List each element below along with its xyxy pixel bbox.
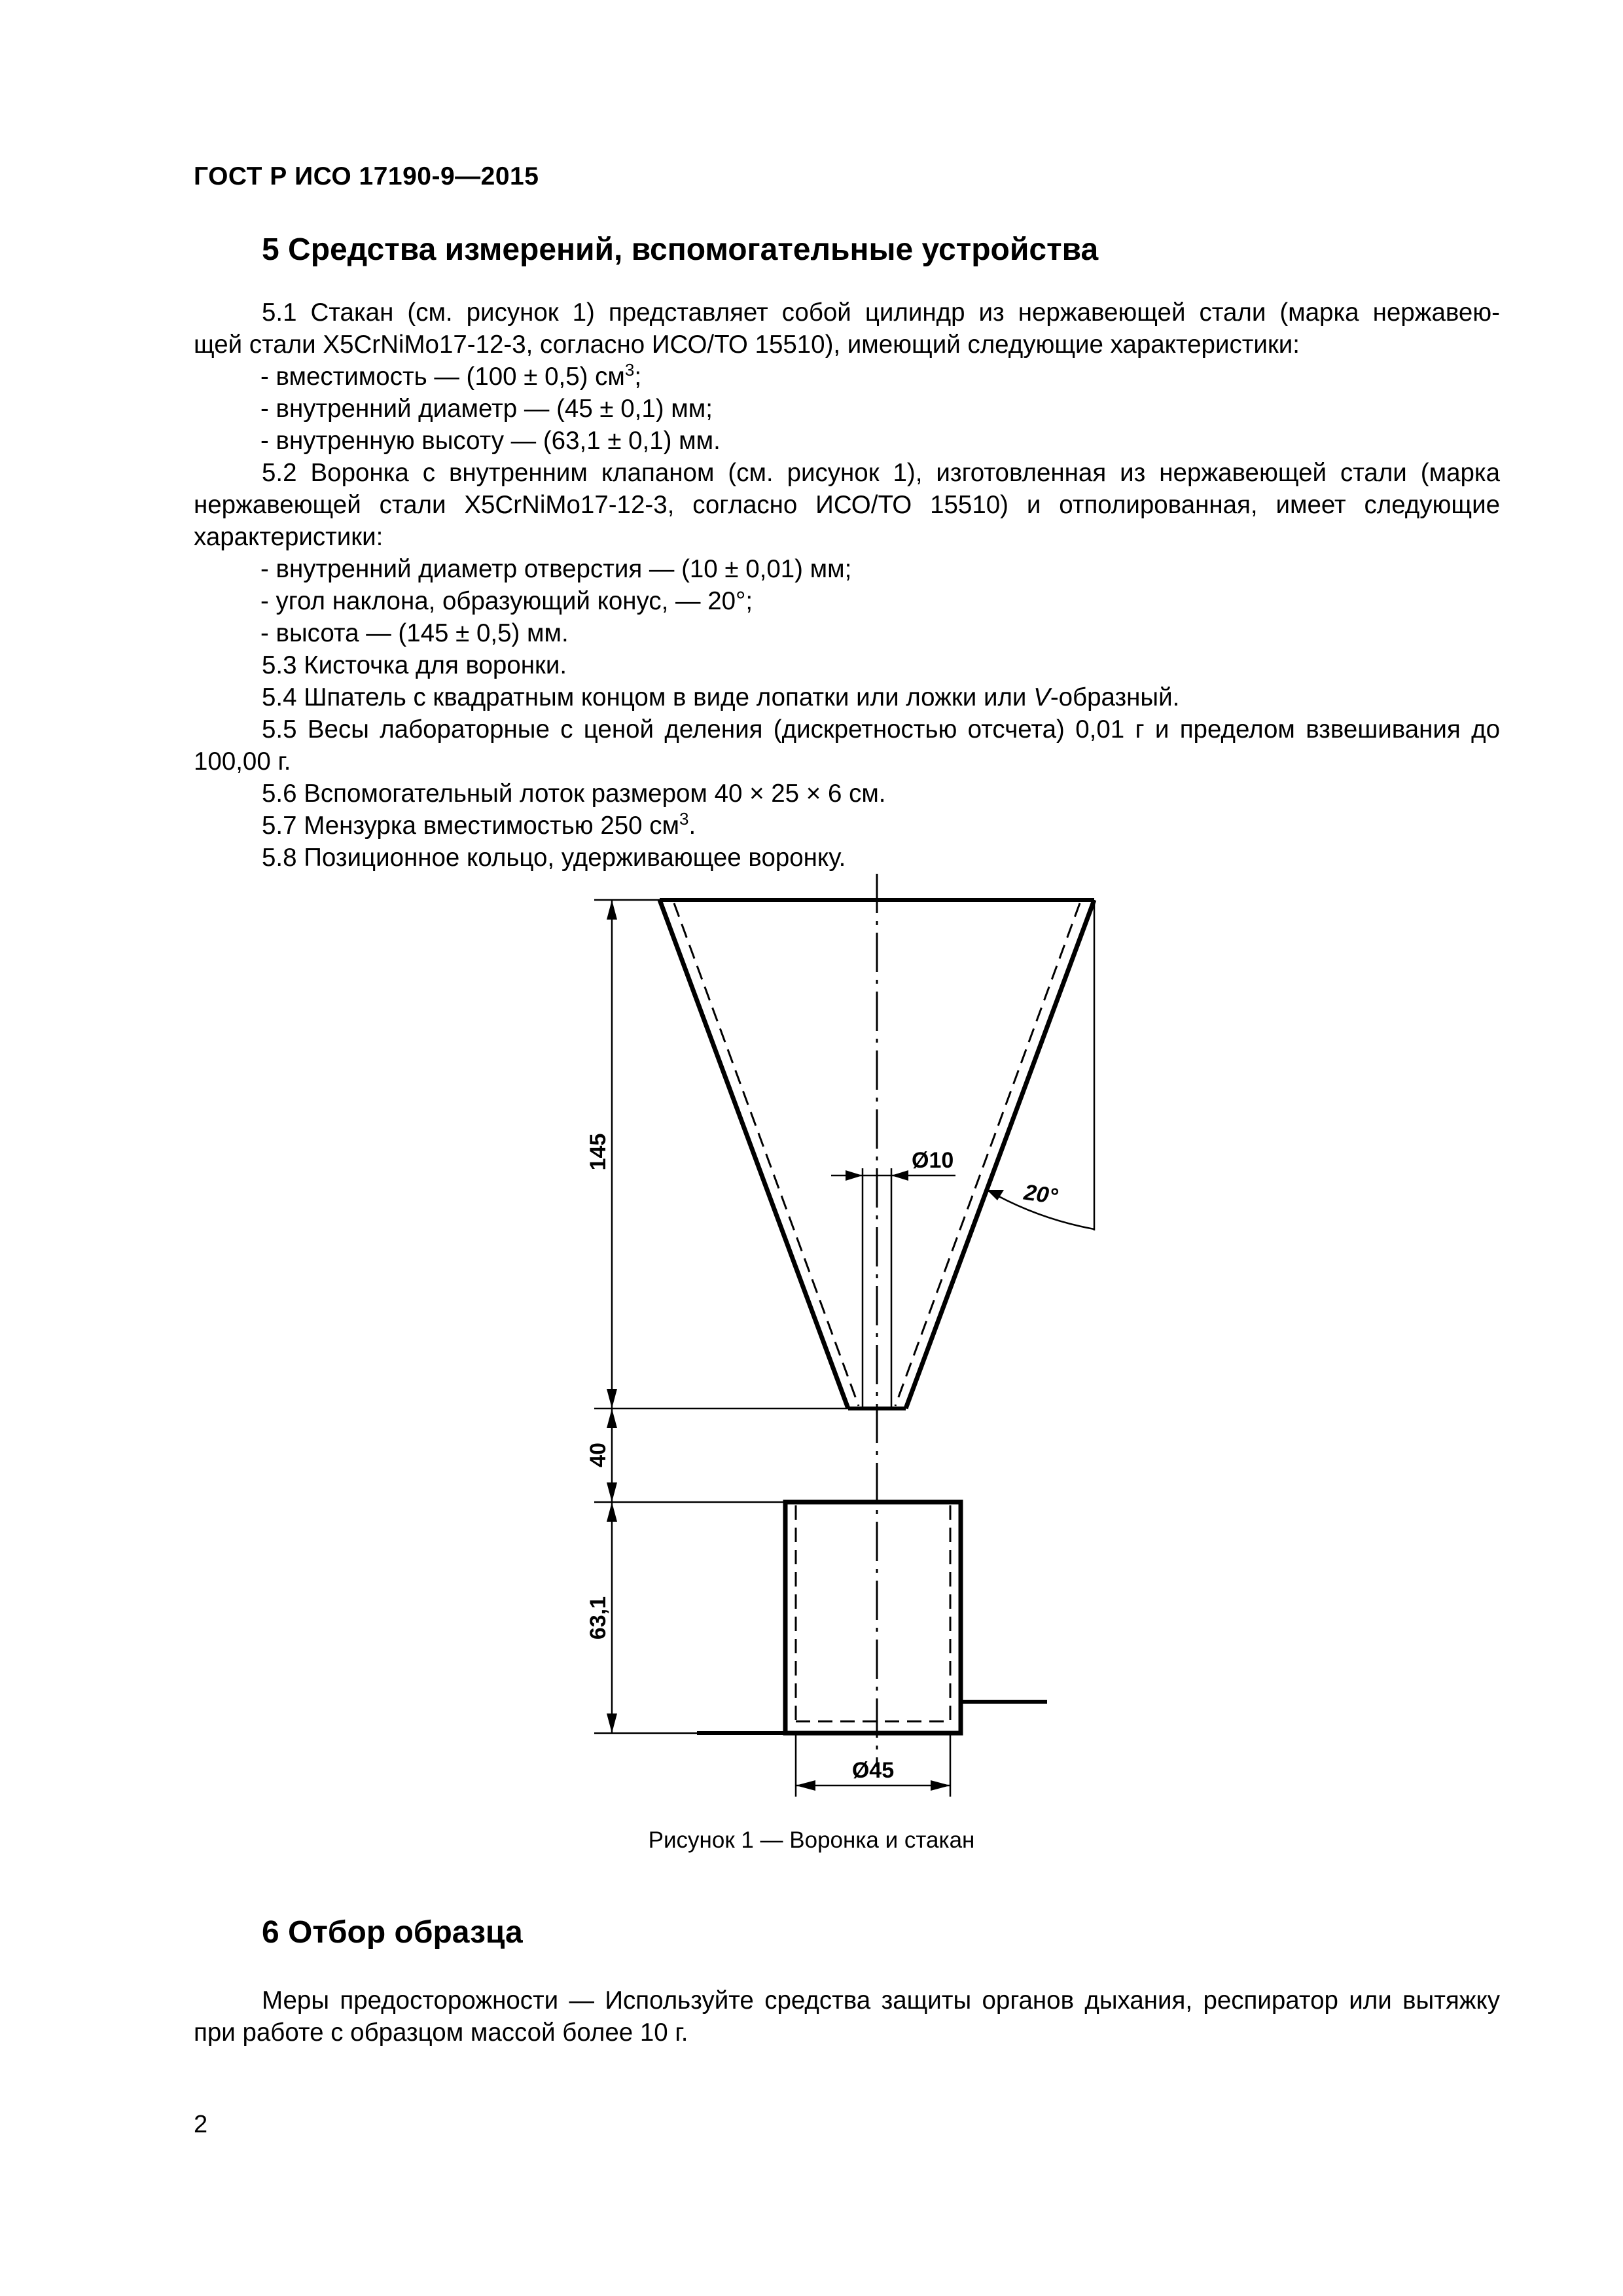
page-number: 2 xyxy=(194,2111,208,2138)
document-header: ГОСТ Р ИСО 17190-9—2015 xyxy=(194,162,539,190)
paragraph-5-1-line-2: щей стали X5CrNiMo17-12-3, согласно ИСО/ТО 15510), имеющий следующие характеристики: xyxy=(194,331,1300,359)
paragraph-5-6: 5.6 Вспомогательный лоток размером 40 × 25 × 6 см. xyxy=(262,780,886,808)
cup-outline xyxy=(785,1502,961,1733)
paragraph-5-4-v: V xyxy=(1033,683,1050,711)
funnel-left-wall xyxy=(660,900,848,1408)
cup-item-height: - внутренную высоту — (63,1 ± 0,1) мм. xyxy=(260,427,721,455)
cup-diameter-arrow-right xyxy=(931,1780,950,1791)
angle-label: 20° xyxy=(1022,1179,1060,1210)
arrow-63-bottom xyxy=(607,1713,617,1733)
paragraph-5-4-text-a: 5.4 Шпатель с квадратным концом в виде лопатки или ложки или xyxy=(262,683,1034,711)
section-5-title: 5 Средства измерений, вспомогательные устройства xyxy=(262,232,1099,267)
angle-arrow xyxy=(987,1190,1004,1200)
superscript-3: 3 xyxy=(679,809,689,829)
gap-label: 40 xyxy=(586,1443,611,1467)
arrow-145-top xyxy=(607,900,617,920)
cup-height-label: 63,1 xyxy=(586,1596,611,1640)
paragraph-5-7-text-b: . xyxy=(688,812,696,840)
funnel-left-inner-wall xyxy=(674,903,859,1406)
funnel-item-orifice: - внутренний диаметр отверстия — (10 ± 0,01) мм; xyxy=(260,555,852,583)
cup-item-capacity-end: ; xyxy=(634,363,642,391)
figure-caption: Рисунок 1 — Воронка и стакан xyxy=(648,1827,975,1853)
paragraph-5-4-text-b: -образный. xyxy=(1050,683,1180,711)
paragraph-5-7-text-a: 5.7 Мензурка вместимостью 250 см xyxy=(262,812,679,840)
arrow-63-top xyxy=(607,1502,617,1522)
paragraph-5-2: 5.2 Воронка с внутренним клапаном (см. рисунок 1), изготовленная из нержавеющей стали (марка нержавеющей стали X5CrNiMo17-12-3, согласно ИСО/ТО 15510) и отполированная, имеет следующие характеристики: xyxy=(194,459,1500,551)
paragraph-5-8: 5.8 Позиционное кольцо, удерживающее воронку. xyxy=(262,844,846,872)
section-6-title: 6 Отбор образца xyxy=(262,1915,523,1950)
funnel-height-label: 145 xyxy=(586,1133,611,1171)
cup-diameter-arrow-left xyxy=(796,1780,815,1791)
funnel-item-angle: - угол наклона, образующий конус, — 20°; xyxy=(260,587,753,615)
orifice-arrow-left xyxy=(846,1170,863,1181)
paragraph-5-1-line-1: 5.1 Стакан (см. рисунок 1) представляет собой цилиндр из нержавеющей стали (марка нержавею- xyxy=(262,298,1500,327)
arrow-40-top xyxy=(607,1408,617,1428)
cup-item-diameter: - внутренний диаметр — (45 ± 0,1) мм; xyxy=(260,395,713,423)
funnel-item-height: - высота — (145 ± 0,5) мм. xyxy=(260,619,569,647)
superscript-3: 3 xyxy=(624,360,635,380)
arrow-145-bottom xyxy=(607,1389,617,1408)
paragraph-6-1: Меры предосторожности — Используйте средства защиты органов дыхания, респиратор или вытяжку при работе с образцом массой более 10 г. xyxy=(194,1986,1500,2047)
cup-diameter-label: Ø45 xyxy=(851,1758,895,1783)
arrow-40-bottom xyxy=(607,1482,617,1502)
orifice-diameter-label: Ø10 xyxy=(912,1148,954,1173)
section-6-body xyxy=(194,1984,1500,2049)
cup-item-capacity-text: - вместимость — (100 ± 0,5) см xyxy=(260,363,625,391)
paragraph-5-3: 5.3 Кисточка для воронки. xyxy=(262,651,567,679)
orifice-arrow-right xyxy=(891,1170,908,1181)
paragraph-5-5: 5.5 Весы лабораторные с ценой деления (дискретностью отсчета) 0,01 г и пределом взвешивания до 100,00 г. xyxy=(194,715,1500,776)
